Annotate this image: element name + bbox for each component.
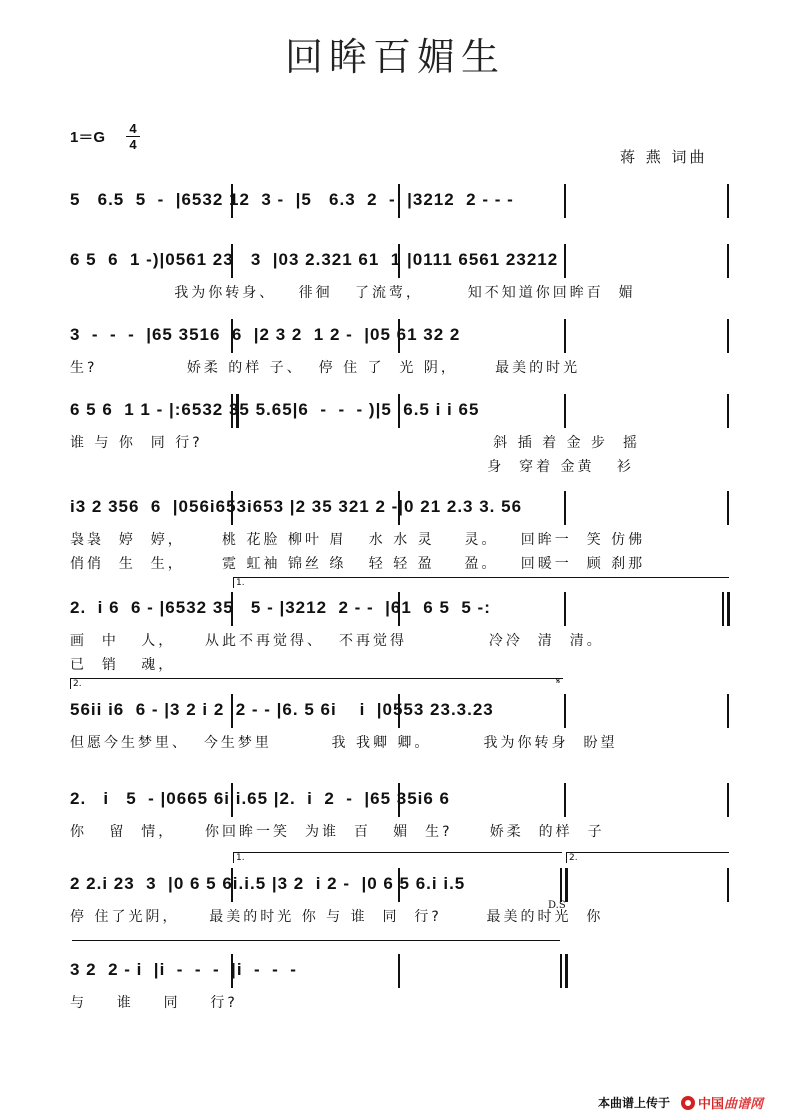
lyrics-line: 与 谁 同 行? <box>70 995 238 1011</box>
notation-line: 2 2.i 23 3 |0 6 5 6i.i.5 |3 2 i 2 - |0 6 5 6.i i.5 <box>70 874 466 893</box>
time-signature-bottom: 4 <box>129 137 137 152</box>
time-signature <box>126 122 140 151</box>
lyrics-line: 谁 与 你 同 行? 斜 插 着 金 步 摇 <box>70 435 640 451</box>
lyrics-line-verse-2: 已 销 魂， <box>70 657 176 673</box>
time-signature-top: 4 <box>129 121 137 136</box>
notation-line: 6 5 6 1 -)|0561 23 3 |03 2.321 61 1 |0111 6561 23212 <box>70 250 559 269</box>
lyrics-line: 但愿今生梦里、 今生梦里 我 我卿 卿。 我为你转身 盼望 <box>70 735 618 751</box>
lyrics-line: 你 留 情， 你回眸一笑 为谁 百 媚 生? 娇柔 的样 子 <box>70 824 605 840</box>
segno-marker: 𝄋 <box>556 676 561 687</box>
volta-bracket: 1. <box>233 577 729 588</box>
lyrics-line: 停 住了光阴， 最美的时光 你 与 谁 同 行? 最美的时光 你 <box>70 909 604 925</box>
key-signature: 1＝G <box>70 129 106 146</box>
notation-line: 2. i 6 6 - |6532 35 5 - |3212 2 - - |61 6 5 5 -: <box>70 598 491 617</box>
logo-subtext: 曲谱网 <box>724 1097 764 1112</box>
page-title: 回眸百媚生 <box>284 35 505 79</box>
volta-bracket: 2. <box>566 852 729 863</box>
upload-credit: 本曲谱上传于 <box>598 1096 671 1110</box>
notation-line: 5 6.5 5 - |6532 12 3 - |5 6.3 2 - |3212 2 - - - <box>70 190 514 209</box>
lyrics-line: 袅袅 婷 婷， 桃 花脸 柳叶 眉 水 水 灵 灵。 回眸一 笑 仿佛 <box>70 532 646 548</box>
lyrics-line-verse-2: 俏俏 生 生， 霓 虹袖 锦丝 绦 轻 轻 盈 盈。 回暖一 顾 刹那 <box>70 556 646 572</box>
notation-line: 56ii i6 6 - |3 2 i 2 2 - - |6. 5 6i i |0553 23.3.23 <box>70 700 494 719</box>
notation-line: i3 2 356 6 |056i653i653 |2 35 321 2 -|0 21 2.3 3. 56 <box>70 497 523 516</box>
lyrics-line: 画 中 人， 从此不再觉得、 不再觉得 冷冷 清 清。 <box>70 633 604 649</box>
notation-line: 3 - - - |65 3516 6 |2 3 2 1 2 - |05 61 32 2 <box>70 325 461 344</box>
lyrics-line: 生? 娇柔 的样 子、 停 住 了 光 阴， 最美的时光 <box>70 360 581 376</box>
notation-line: 2. i 5 - |0665 6i i.65 |2. i 2 - |65 35i6 6 <box>70 789 451 808</box>
site-logo <box>681 1093 763 1112</box>
lyrics-line: 我为你转身、 徘徊 了流莺， 知不知道你回眸百 媚 <box>70 285 636 301</box>
logo-text: 中国 <box>698 1097 725 1112</box>
dal-segno-marker: D.S <box>548 900 566 911</box>
notation-line: 6 5 6 1 1 - |:6532 35 5.65|6 - - - )|5 6.5 i i 65 <box>70 400 480 419</box>
volta-bracket: 1. <box>233 852 562 863</box>
notation-line: 3 2 2 - i |i - - - |i - - - <box>70 960 297 979</box>
author-credit: 蒋 燕 词曲 <box>620 148 708 166</box>
logo-mark-icon <box>681 1096 695 1110</box>
lyrics-line-verse-2: 身 穿着 金黄 衫 <box>70 459 634 475</box>
slur-line <box>72 940 560 941</box>
volta-bracket: 2. <box>70 678 563 689</box>
